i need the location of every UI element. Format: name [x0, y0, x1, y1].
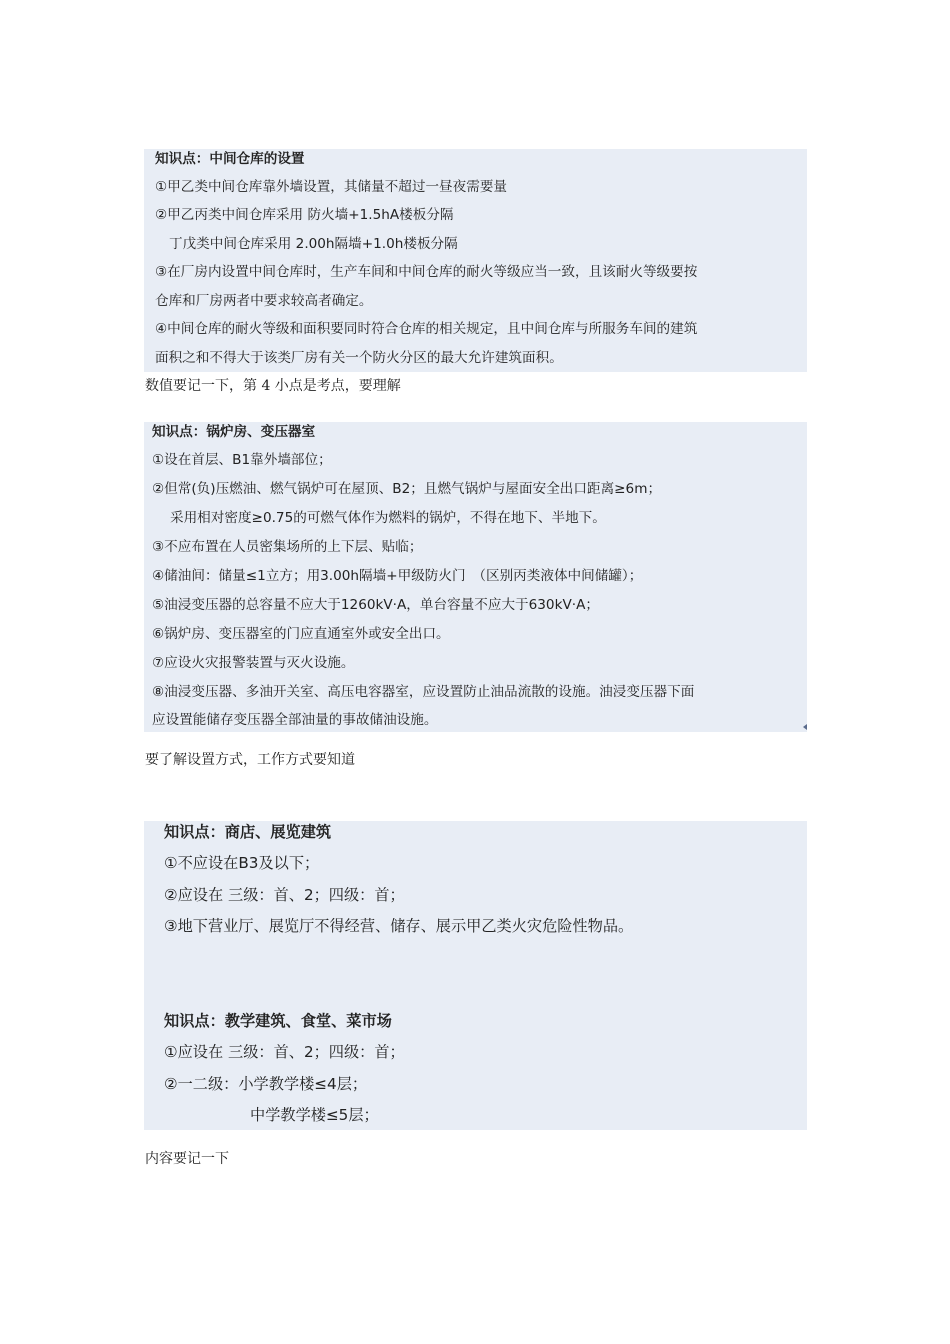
box-line: ⑤油浸变压器的总容量不应大于1260kV·A，单台容量不应大于630kV·A；	[152, 597, 599, 613]
box-line: ③在厂房内设置中间仓库时，生产车间和中间仓库的耐火等级应当一致，且该耐火等级要按	[155, 264, 698, 280]
box-line: ⑦应设火灾报警装置与灭火设施。	[152, 655, 355, 671]
box-title: 知识点：中间仓库的设置	[155, 151, 305, 167]
box-line: ①设在首层、B1靠外墙部位；	[152, 452, 332, 468]
box-line: ⑥锅炉房、变压器室的门应直通室外或安全出口。	[152, 626, 450, 642]
box-line: ④中间仓库的耐火等级和面积要同时符合仓库的相关规定，且中间仓库与所服务车间的建筑	[155, 321, 698, 337]
box-line: 仓库和厂房两者中要求较高者确定。	[155, 293, 373, 309]
box-line: ④储油间：储量≤1立方；用3.00h隔墙+甲级防火门 （区别丙类液体中间储罐）；	[152, 568, 643, 584]
box-line: 中学教学楼≤5层；	[250, 1106, 379, 1124]
box-line: 应设置能储存变压器全部油量的事故储油设施。	[152, 712, 438, 728]
annotation-note: 数值要记一下，第 4 小点是考点，要理解	[145, 378, 401, 394]
box-line: ①甲乙类中间仓库靠外墙设置，其储量不超过一昼夜需要量	[155, 179, 508, 195]
box-line: ②甲乙丙类中间仓库采用 防火墙+1.5hA楼板分隔	[155, 207, 454, 223]
knowledge-box-intermediate-warehouse	[144, 149, 807, 372]
box-line: ①应设在 三级：首、2；四级：首；	[164, 1043, 405, 1061]
box-line: ②应设在 三级：首、2；四级：首；	[164, 886, 405, 904]
box-title: 知识点：教学建筑、食堂、菜市场	[164, 1012, 392, 1030]
annotation-note: 内容要记一下	[145, 1151, 229, 1167]
box-title: 知识点：商店、展览建筑	[164, 823, 332, 841]
knowledge-box-boiler-transformer	[144, 422, 807, 732]
annotation-note: 要了解设置方式，工作方式要知道	[145, 752, 355, 768]
box-line: ①不应设在B3及以下；	[164, 854, 320, 872]
box-line: 面积之和不得大于该类厂房有关一个防火分区的最大允许建筑面积。	[155, 350, 563, 366]
box-line: ②但常(负)压燃油、燃气锅炉可在屋顶、B2；且燃气锅炉与屋面安全出口距离≥6m；	[152, 481, 662, 497]
box-title: 知识点：锅炉房、变压器室	[152, 424, 316, 440]
knowledge-box-shop-teaching	[144, 821, 807, 1130]
box-line: ③不应布置在人员密集场所的上下层、贴临；	[152, 539, 423, 555]
box-line: ⑧油浸变压器、多油开关室、高压电容器室，应设置防止油品流散的设施。油浸变压器下面	[152, 684, 695, 700]
box-line: ③地下营业厅、展览厅不得经营、储存、展示甲乙类火灾危险性物品。	[164, 917, 634, 935]
box-line: 采用相对密度≥0.75的可燃气体作为燃料的锅炉，不得在地下、半地下。	[170, 510, 606, 526]
box-line: ②一二级：小学教学楼≤4层；	[164, 1075, 368, 1093]
box-line: 丁戊类中间仓库采用 2.00h隔墙+1.0h楼板分隔	[169, 236, 458, 252]
corner-arrow-icon	[803, 724, 807, 730]
